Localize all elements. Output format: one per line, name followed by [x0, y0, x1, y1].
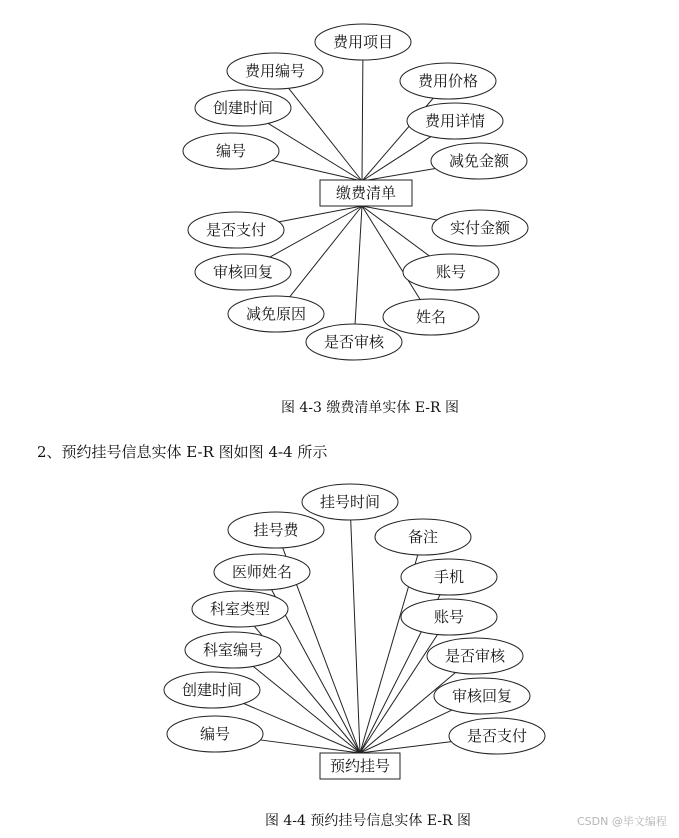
attribute-label: 费用详情	[424, 112, 486, 130]
attribute-ellipse	[306, 324, 402, 360]
relationship-line	[355, 206, 362, 324]
attribute-ellipse	[427, 638, 523, 674]
attribute-label: 审核回复	[212, 263, 274, 281]
relationship-line	[360, 672, 456, 753]
attribute-ellipse	[228, 512, 324, 548]
attribute-label: 医师姓名	[231, 563, 293, 581]
relationship-line	[360, 742, 451, 753]
attribute-label: 科室编号	[202, 641, 264, 659]
relationship-line	[351, 520, 360, 753]
attribute-ellipse	[185, 632, 281, 668]
er-diagram-payment-list	[183, 24, 528, 360]
attribute-ellipse	[214, 554, 310, 590]
attribute-ellipse	[228, 296, 324, 332]
attribute-label: 减免原因	[245, 305, 307, 323]
attribute-label: 账号	[433, 608, 465, 626]
attribute-label: 创建时间	[181, 681, 243, 699]
attribute-label: 是否审核	[323, 333, 385, 351]
figure-caption-4-3: 图 4-3 缴费清单实体 E-R 图	[280, 400, 460, 416]
attribute-label: 编号	[215, 142, 247, 160]
attribute-ellipse	[302, 484, 398, 520]
attribute-label: 挂号费	[253, 521, 299, 539]
attribute-label: 是否支付	[205, 221, 267, 239]
entity-label: 预约挂号	[329, 757, 391, 775]
attribute-label: 创建时间	[212, 99, 274, 117]
attribute-label: 科室类型	[209, 600, 271, 618]
relationship-line	[362, 206, 437, 220]
watermark: CSDN @毕文编程	[577, 815, 667, 828]
attribute-label: 编号	[199, 725, 231, 743]
attribute-ellipse	[164, 672, 260, 708]
attribute-ellipse	[434, 678, 530, 714]
attribute-label: 减免金额	[448, 152, 510, 170]
entity-box	[320, 180, 412, 206]
attribute-label: 手机	[433, 568, 465, 586]
relationship-line	[362, 60, 363, 181]
attribute-label: 是否审核	[444, 647, 506, 665]
relationship-line	[362, 206, 429, 256]
entity-box	[320, 753, 400, 779]
attribute-label: 是否支付	[466, 727, 528, 745]
attribute-ellipse	[167, 716, 263, 752]
er-diagram-appointment-registration	[164, 484, 545, 779]
relationship-line	[362, 168, 435, 181]
entity-label: 缴费清单	[335, 184, 397, 202]
attribute-label: 账号	[435, 263, 467, 281]
attribute-label: 姓名	[415, 308, 447, 326]
relationship-line	[279, 206, 362, 222]
attribute-ellipse	[195, 254, 291, 290]
relationship-line	[362, 206, 420, 299]
attribute-ellipse	[432, 210, 528, 246]
relationship-line	[268, 123, 362, 181]
attribute-ellipse	[183, 133, 279, 169]
section-heading: 2、预约挂号信息实体 E-R 图如图 4-4 所示	[37, 443, 328, 461]
attribute-ellipse	[227, 53, 323, 89]
attribute-label: 费用价格	[417, 72, 479, 90]
figure-caption-4-4: 图 4-4 预约挂号信息实体 E-R 图	[264, 813, 472, 829]
attribute-label: 费用编号	[244, 62, 306, 80]
attribute-ellipse	[383, 299, 479, 335]
relationship-line	[290, 206, 362, 297]
attribute-ellipse	[400, 63, 496, 99]
attribute-ellipse	[403, 254, 499, 290]
attribute-label: 挂号时间	[319, 493, 381, 511]
attribute-ellipse	[431, 143, 527, 179]
attribute-ellipse	[375, 519, 471, 555]
relationship-line	[362, 137, 431, 181]
attribute-label: 费用项目	[332, 33, 394, 51]
attribute-ellipse	[192, 591, 288, 627]
attribute-ellipse	[195, 90, 291, 126]
attribute-ellipse	[401, 559, 497, 595]
attribute-ellipse	[407, 103, 503, 139]
attribute-ellipse	[449, 718, 545, 754]
attribute-ellipse	[315, 24, 411, 60]
attribute-label: 审核回复	[451, 687, 513, 705]
attribute-label: 备注	[407, 528, 439, 546]
attribute-label: 实付金额	[449, 219, 511, 237]
attribute-ellipse	[188, 212, 284, 248]
attribute-ellipse	[401, 599, 497, 635]
